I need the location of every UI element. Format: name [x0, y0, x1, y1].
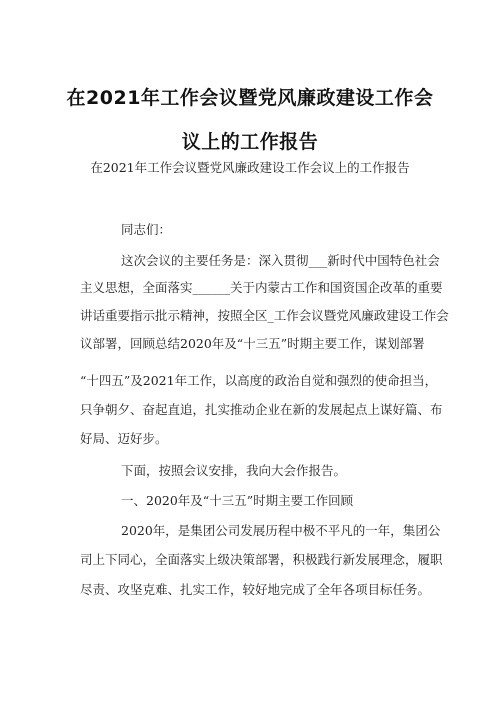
- document-title-line-1: 在2021年工作会议暨党风廉政建设工作会: [66, 87, 434, 109]
- paragraph-3-line-2: 司上下同心，全面落实上级决策部署，积极践行新发展理念，履职: [80, 552, 443, 567]
- document-title-line-2: 议上的工作报告: [181, 131, 319, 153]
- paragraph-1-line-6: 只争朝夕、奋起直追，扎实推动企业在新的发展起点上谋好篇、布: [80, 402, 443, 417]
- paragraph-3-line-3: 尽责、攻坚克难、扎实工作，较好地完成了全年各项目标任务。: [80, 582, 431, 597]
- paragraph-3-line-1: 2020年，是集团公司发展历程中极不平凡的一年，集团公: [121, 523, 441, 538]
- document-subtitle: 在2021年工作会议暨党风廉政建设工作会议上的工作报告: [90, 160, 410, 175]
- paragraph-2: 下面，按照会议安排，我向大会作报告。: [121, 463, 347, 478]
- salutation: 同志们：: [121, 222, 172, 237]
- paragraph-1-line-5: “十四五”及2021年工作，以高度的政治自觉和强烈的使命担当，: [80, 373, 438, 388]
- paragraph-1-line-7: 好局、迈好步。: [80, 431, 168, 446]
- paragraph-1-line-2: 主义思想，全面落实______关于内蒙古工作和国资国企改革的重要: [80, 280, 443, 295]
- paragraph-1-line-3: 讲话重要指示批示精神，按照全区_工作会议暨党风廉政建设工作会: [80, 308, 449, 323]
- paragraph-1-line-4: 议部署，回顾总结2020年及“十三五”时期主要工作，谋划部署: [80, 336, 425, 351]
- paragraph-1-line-1: 这次会议的主要任务是：深入贯彻___新时代中国特色社会: [121, 253, 440, 268]
- section-heading-1: 一、2020年及“十三五”时期主要工作回顾: [121, 493, 354, 508]
